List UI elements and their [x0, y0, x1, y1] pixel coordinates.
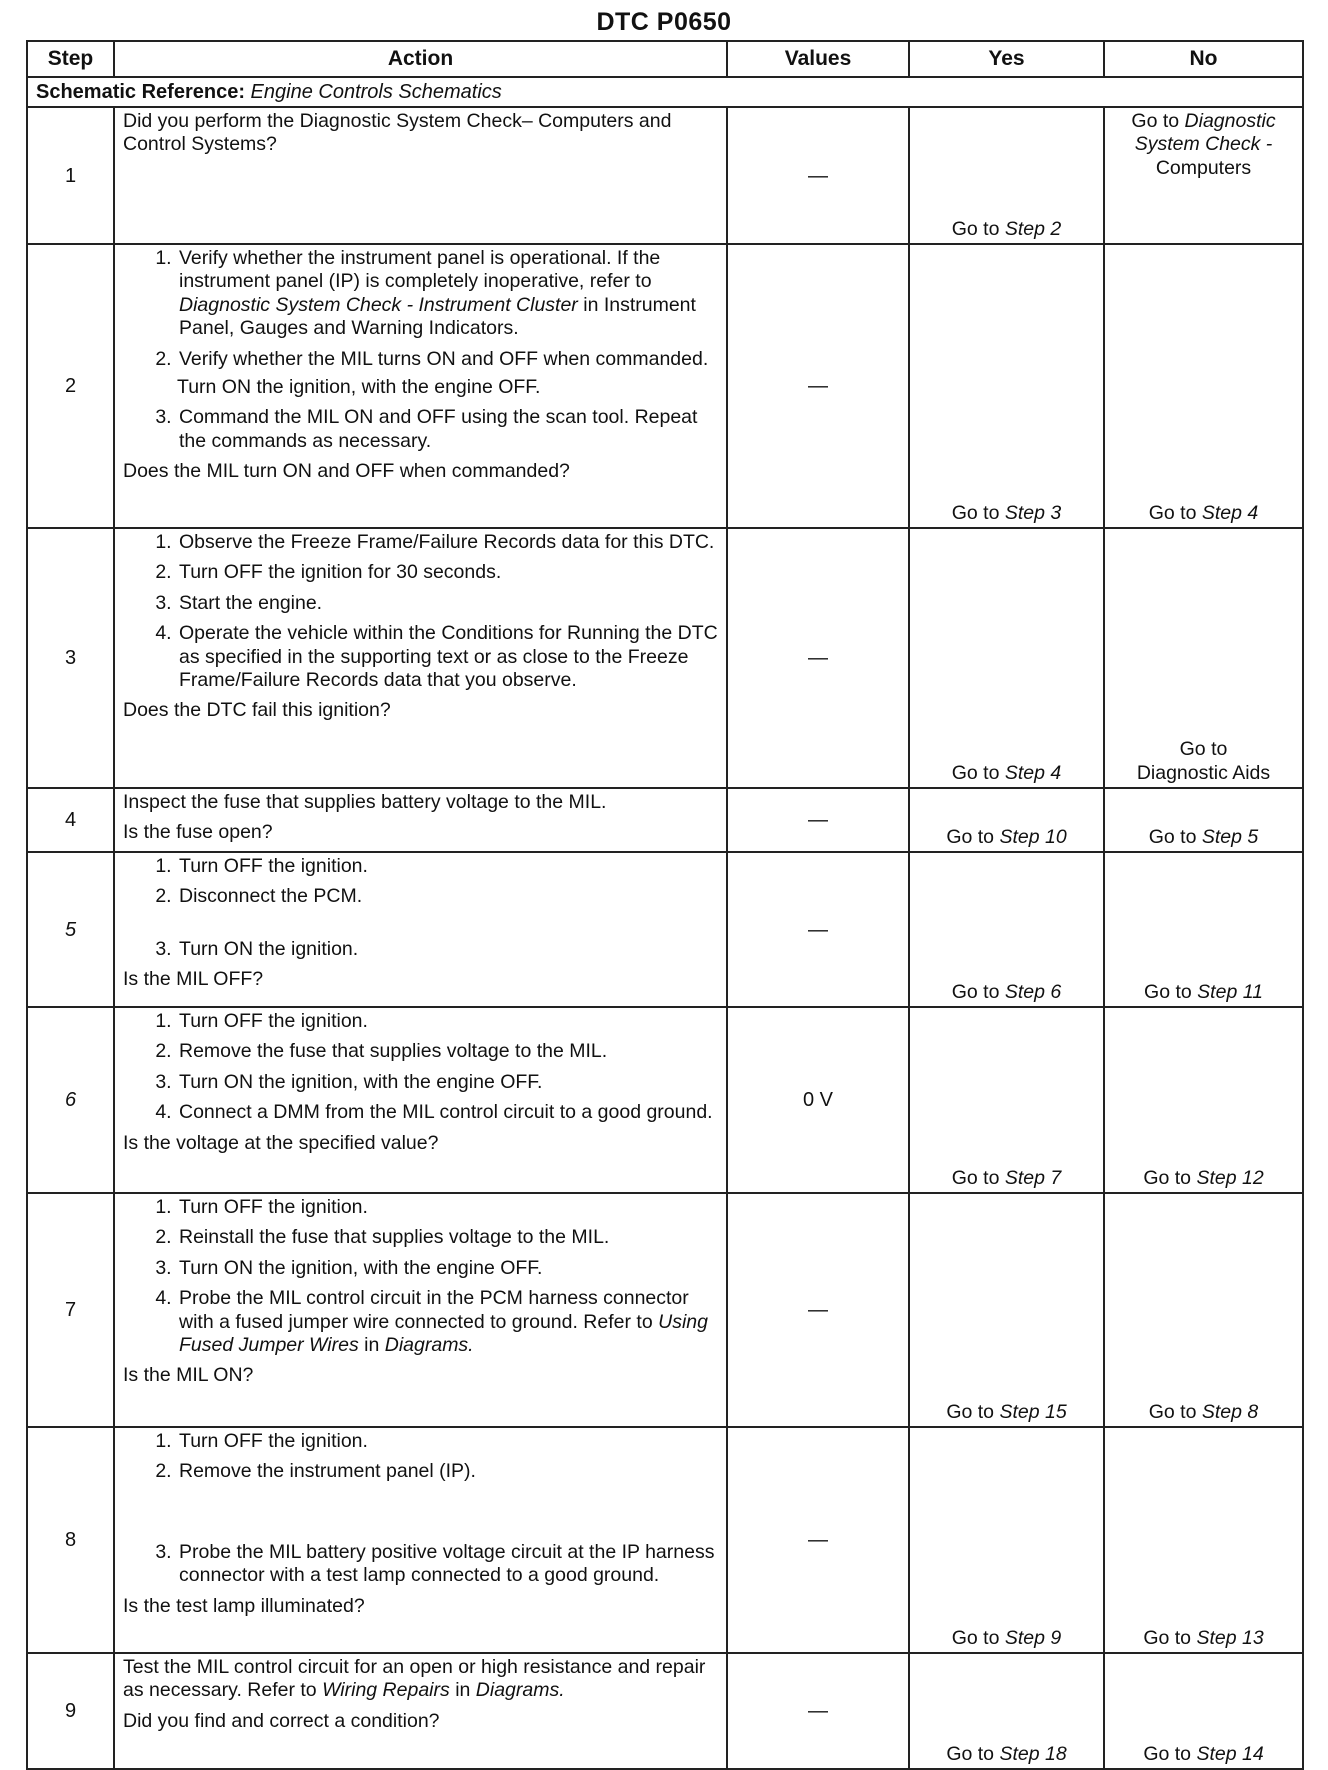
step-number: 4: [27, 788, 114, 852]
step-number: 3: [27, 528, 114, 788]
yes-cell: Go to Step 9: [909, 1427, 1104, 1653]
table-row: [27, 244, 1303, 528]
action-cell: Test the MIL control circuit for an open or high resistance and repair as necessary. Refer to Wiring Repairs in Diagrams. Did you find and correct a condition?: [114, 1653, 727, 1769]
step-number: 2: [27, 244, 114, 528]
no-cell: Go to Step 12: [1104, 1007, 1303, 1193]
value-cell: —: [727, 1653, 909, 1769]
table-row: [27, 1193, 1303, 1427]
value-cell: —: [727, 852, 909, 1007]
header-action: Action: [114, 41, 727, 77]
table-row: [27, 528, 1303, 788]
no-cell: Go to Step 11: [1104, 852, 1303, 1007]
value-cell: —: [727, 528, 909, 788]
yes-cell: Go to Step 6: [909, 852, 1104, 1007]
yes-cell: Go to Step 4: [909, 528, 1104, 788]
schematic-link: Engine Controls Schematics: [250, 81, 502, 103]
action-cell: 1. Turn OFF the ignition. 2. Remove the instrument panel (IP). 3. Probe the MIL battery positive voltage circuit at the IP harness connector with a test lamp connected to a good ground. Is the test lamp illuminated?: [114, 1427, 727, 1653]
header-values: Values: [727, 41, 909, 77]
no-cell: Go to Step 5: [1104, 788, 1303, 852]
table-row: [27, 788, 1303, 852]
action-cell: 1. Turn OFF the ignition. 2. Reinstall the fuse that supplies voltage to the MIL. 3. Turn ON the ignition, with the engine OFF. 4. Probe the MIL control circuit in the PCM harness connector with a fused jumper wire connected to ground. Refer to Using Fused Jumper Wires in Diagrams. Is the MIL ON?: [114, 1193, 727, 1427]
no-cell: Go to Step 8: [1104, 1193, 1303, 1427]
value-cell: —: [727, 107, 909, 244]
table-row: [27, 1007, 1303, 1193]
header-no: No: [1104, 41, 1303, 77]
value-cell: 0 V: [727, 1007, 909, 1193]
value-cell: —: [727, 1427, 909, 1653]
step-number: 7: [27, 1193, 114, 1427]
header-step: Step: [27, 41, 114, 77]
action-cell: 1. Verify whether the instrument panel is operational. If the instrument panel (IP) is completely inoperative, refer to Diagnostic System Check - Instrument Cluster in Instrument Panel, Gauges and Warning Indicators. 2. Verify whether the MIL turns ON and OFF when commanded. Turn ON the ignition, with the engine OFF. 3. Command the MIL ON and OFF using the scan tool. Repeat the commands as necessary. Does the MIL turn ON and OFF when commanded?: [114, 244, 727, 528]
action-cell: Inspect the fuse that supplies battery voltage to the MIL. Is the fuse open?: [114, 788, 727, 852]
no-cell: Go to Step 4: [1104, 244, 1303, 528]
yes-cell: Go to Step 18: [909, 1653, 1104, 1769]
action-cell: 1. Turn OFF the ignition. 2. Remove the fuse that supplies voltage to the MIL. 3. Turn ON the ignition, with the engine OFF. 4. Connect a DMM from the MIL control circuit to a good ground. Is the voltage at the specified value?: [114, 1007, 727, 1193]
schematic-reference-row: [27, 77, 1303, 107]
yes-cell: Go to Step 3: [909, 244, 1104, 528]
no-cell: Go to Diagnostic System Check - Computers: [1104, 107, 1303, 244]
table-row: [27, 107, 1303, 244]
action-cell: 1. Observe the Freeze Frame/Failure Records data for this DTC. 2. Turn OFF the ignition for 30 seconds. 3. Start the engine. 4. Operate the vehicle within the Conditions for Running the DTC as specified in the supporting text or as close to the Freeze Frame/Failure Records data that you observe. Does the DTC fail this ignition?: [114, 528, 727, 788]
step-number: 1: [27, 107, 114, 244]
value-cell: —: [727, 788, 909, 852]
yes-cell: Go to Step 15: [909, 1193, 1104, 1427]
action-cell: 1. Turn OFF the ignition. 2. Disconnect the PCM. 3. Turn ON the ignition. Is the MIL OFF?: [114, 852, 727, 1007]
step-number: 6: [27, 1007, 114, 1193]
step-number: 9: [27, 1653, 114, 1769]
yes-cell: Go to Step 7: [909, 1007, 1104, 1193]
header-row: [27, 41, 1303, 77]
diagnostic-table: [26, 40, 1304, 1770]
no-cell: Go to Step 13: [1104, 1427, 1303, 1653]
table-row: [27, 852, 1303, 1007]
page-title: DTC P0650: [596, 8, 732, 36]
header-yes: Yes: [909, 41, 1104, 77]
value-cell: —: [727, 244, 909, 528]
step-number: 5: [27, 852, 114, 1007]
no-cell: Go to Step 14: [1104, 1653, 1303, 1769]
action-cell: Did you perform the Diagnostic System Check– Computers and Control Systems?: [114, 107, 727, 244]
table-row: [27, 1653, 1303, 1769]
yes-cell: Go to Step 2: [909, 107, 1104, 244]
step-number: 8: [27, 1427, 114, 1653]
no-cell: Go to Diagnostic Aids: [1104, 528, 1303, 788]
value-cell: —: [727, 1193, 909, 1427]
table-row: [27, 1427, 1303, 1653]
schematic-reference: Schematic Reference: Engine Controls Schematics: [27, 77, 1303, 107]
yes-cell: Go to Step 10: [909, 788, 1104, 852]
